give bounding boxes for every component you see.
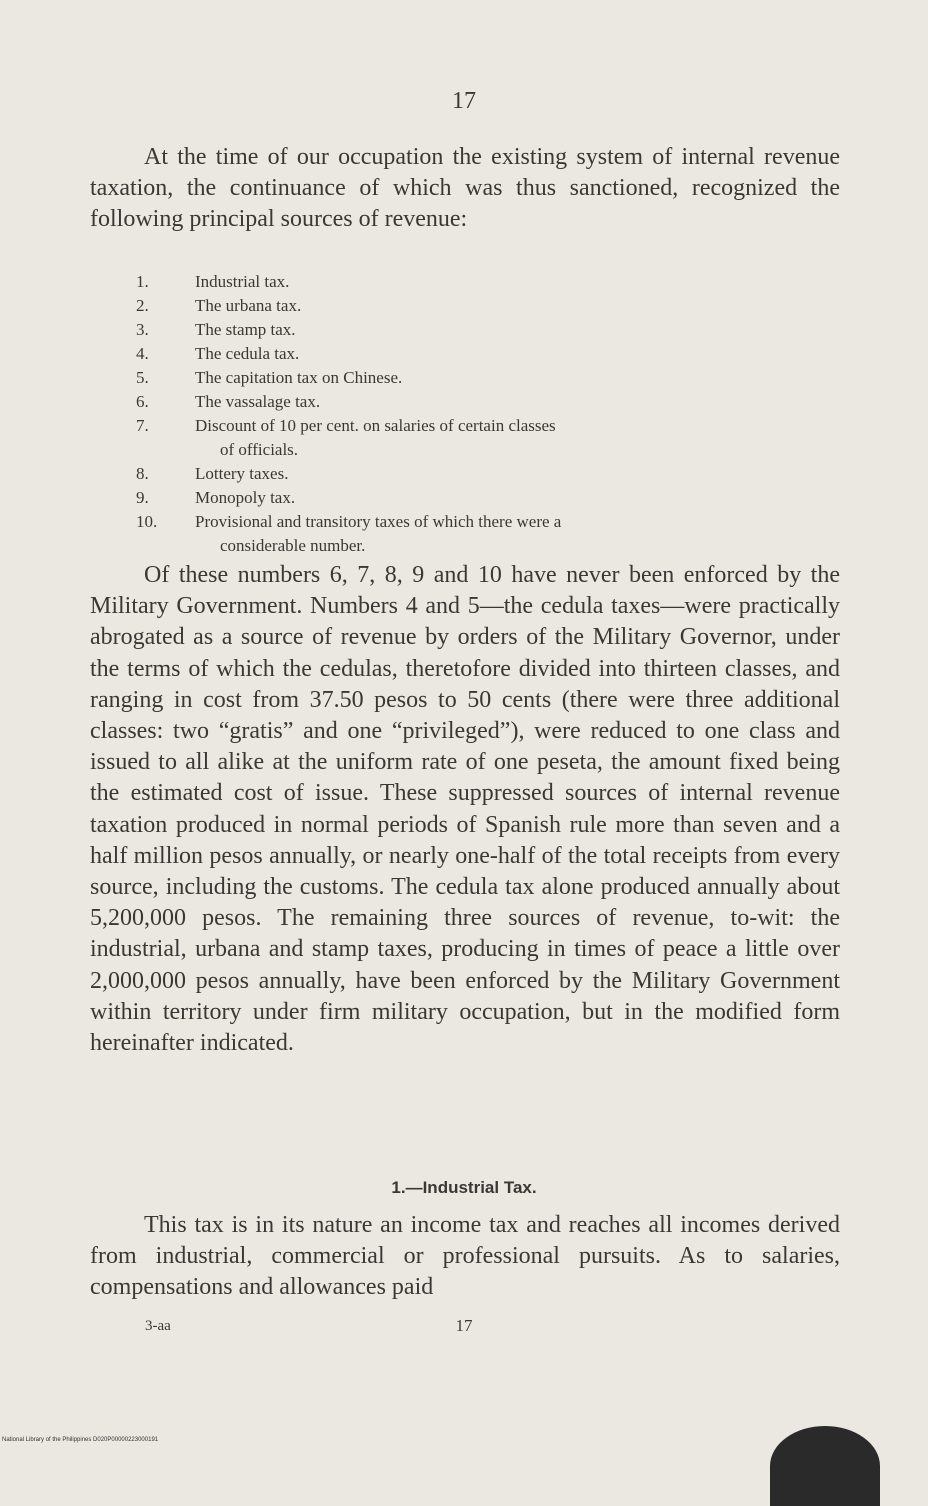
- list-item: [130, 390, 780, 414]
- paragraph-intro-text: At the time of our occupation the existing system of internal revenue taxation, the continuance of which was thus sanctioned, recognized the following principal sources of revenue:: [90, 144, 840, 233]
- scan-edge-shadow: [770, 1426, 880, 1506]
- page-number-bottom: 17: [455, 1316, 473, 1335]
- library-credit: National Library of the Philippines D020P00000223000191: [2, 1437, 159, 1443]
- list-item-text: Lottery taxes.: [195, 464, 289, 483]
- list-item: [130, 270, 780, 294]
- list-item-text: Discount of 10 per cent. on salaries of certain classes: [195, 416, 556, 435]
- list-item: [130, 366, 780, 390]
- list-item-number: 4.: [136, 344, 149, 363]
- list-item-number: 5.: [136, 368, 149, 387]
- list-item: [130, 462, 780, 486]
- list-item-number: 9.: [136, 488, 149, 507]
- list-item-number: 3.: [136, 320, 149, 339]
- paragraph-intro: [90, 142, 840, 236]
- list-item-continuation: considerable number.: [220, 536, 366, 555]
- list-item: [130, 414, 780, 462]
- list-item-number: 8.: [136, 464, 149, 483]
- list-item-continuation: of officials.: [220, 440, 299, 459]
- list-item-text: The urbana tax.: [195, 296, 302, 315]
- signature-mark: 3-aa: [145, 1318, 171, 1334]
- list-item: [130, 510, 780, 558]
- paragraph-enforcement: [90, 560, 840, 1059]
- list-item-number: 2.: [136, 296, 149, 315]
- paragraph-industrial-tax: [90, 1210, 840, 1304]
- list-item-number: 7.: [136, 416, 149, 435]
- list-item: [130, 342, 780, 366]
- list-item-text: Provisional and transitory taxes of which there were a: [195, 512, 562, 531]
- list-item-text: The capitation tax on Chinese.: [195, 368, 403, 387]
- list-item-number: 10.: [136, 512, 158, 531]
- list-item-text: Industrial tax.: [195, 272, 290, 291]
- list-item: [130, 318, 780, 342]
- list-item-text: Monopoly tax.: [195, 488, 296, 507]
- list-item: [130, 486, 780, 510]
- list-item: [130, 294, 780, 318]
- paragraph-industrial-tax-text: This tax is in its nature an income tax and reaches all incomes derived from industrial, commercial or professional pursuits. As to salaries, compensations and allowances paid: [90, 1212, 840, 1301]
- page-number-top: 17: [452, 88, 476, 114]
- revenue-sources-list: [130, 270, 780, 558]
- list-item-number: 6.: [136, 392, 149, 411]
- list-item-text: The vassalage tax.: [195, 392, 321, 411]
- section-heading: 1.—Industrial Tax.: [391, 1178, 537, 1197]
- paragraph-enforcement-text: Of these numbers 6, 7, 8, 9 and 10 have never been enforced by the Military Government. Numbers 4 and 5—the cedula taxes—were practically abrogated as a source of revenue by orders of the Military Governor, under the terms of which the cedulas, theretofore divided into thirteen classes, and ranging in cost from 37.50 pesos to 50 cents (there were three additional classes: two “gratis” and one “privileged”), were reduced to one class and issued to all alike at the uniform rate of one peseta, the amount fixed being the estimated cost of issue. These suppressed sources of internal revenue taxation produced in normal periods of Spanish rule more than seven and a half million pesos annually, or nearly one-half of the total receipts from every source, including the customs. The cedula tax alone produced annually about 5,200,000 pesos. The remaining three sources of revenue, to-wit: the industrial, urbana and stamp taxes, producing in times of peace a little over 2,000,000 pesos annually, have been enforced by the Military Government within territory under firm military occupation, but in the modified form hereinafter indicated.: [90, 562, 840, 1057]
- list-item-text: The cedula tax.: [195, 344, 300, 363]
- list-item-text: The stamp tax.: [195, 320, 296, 339]
- list-item-number: 1.: [136, 272, 149, 291]
